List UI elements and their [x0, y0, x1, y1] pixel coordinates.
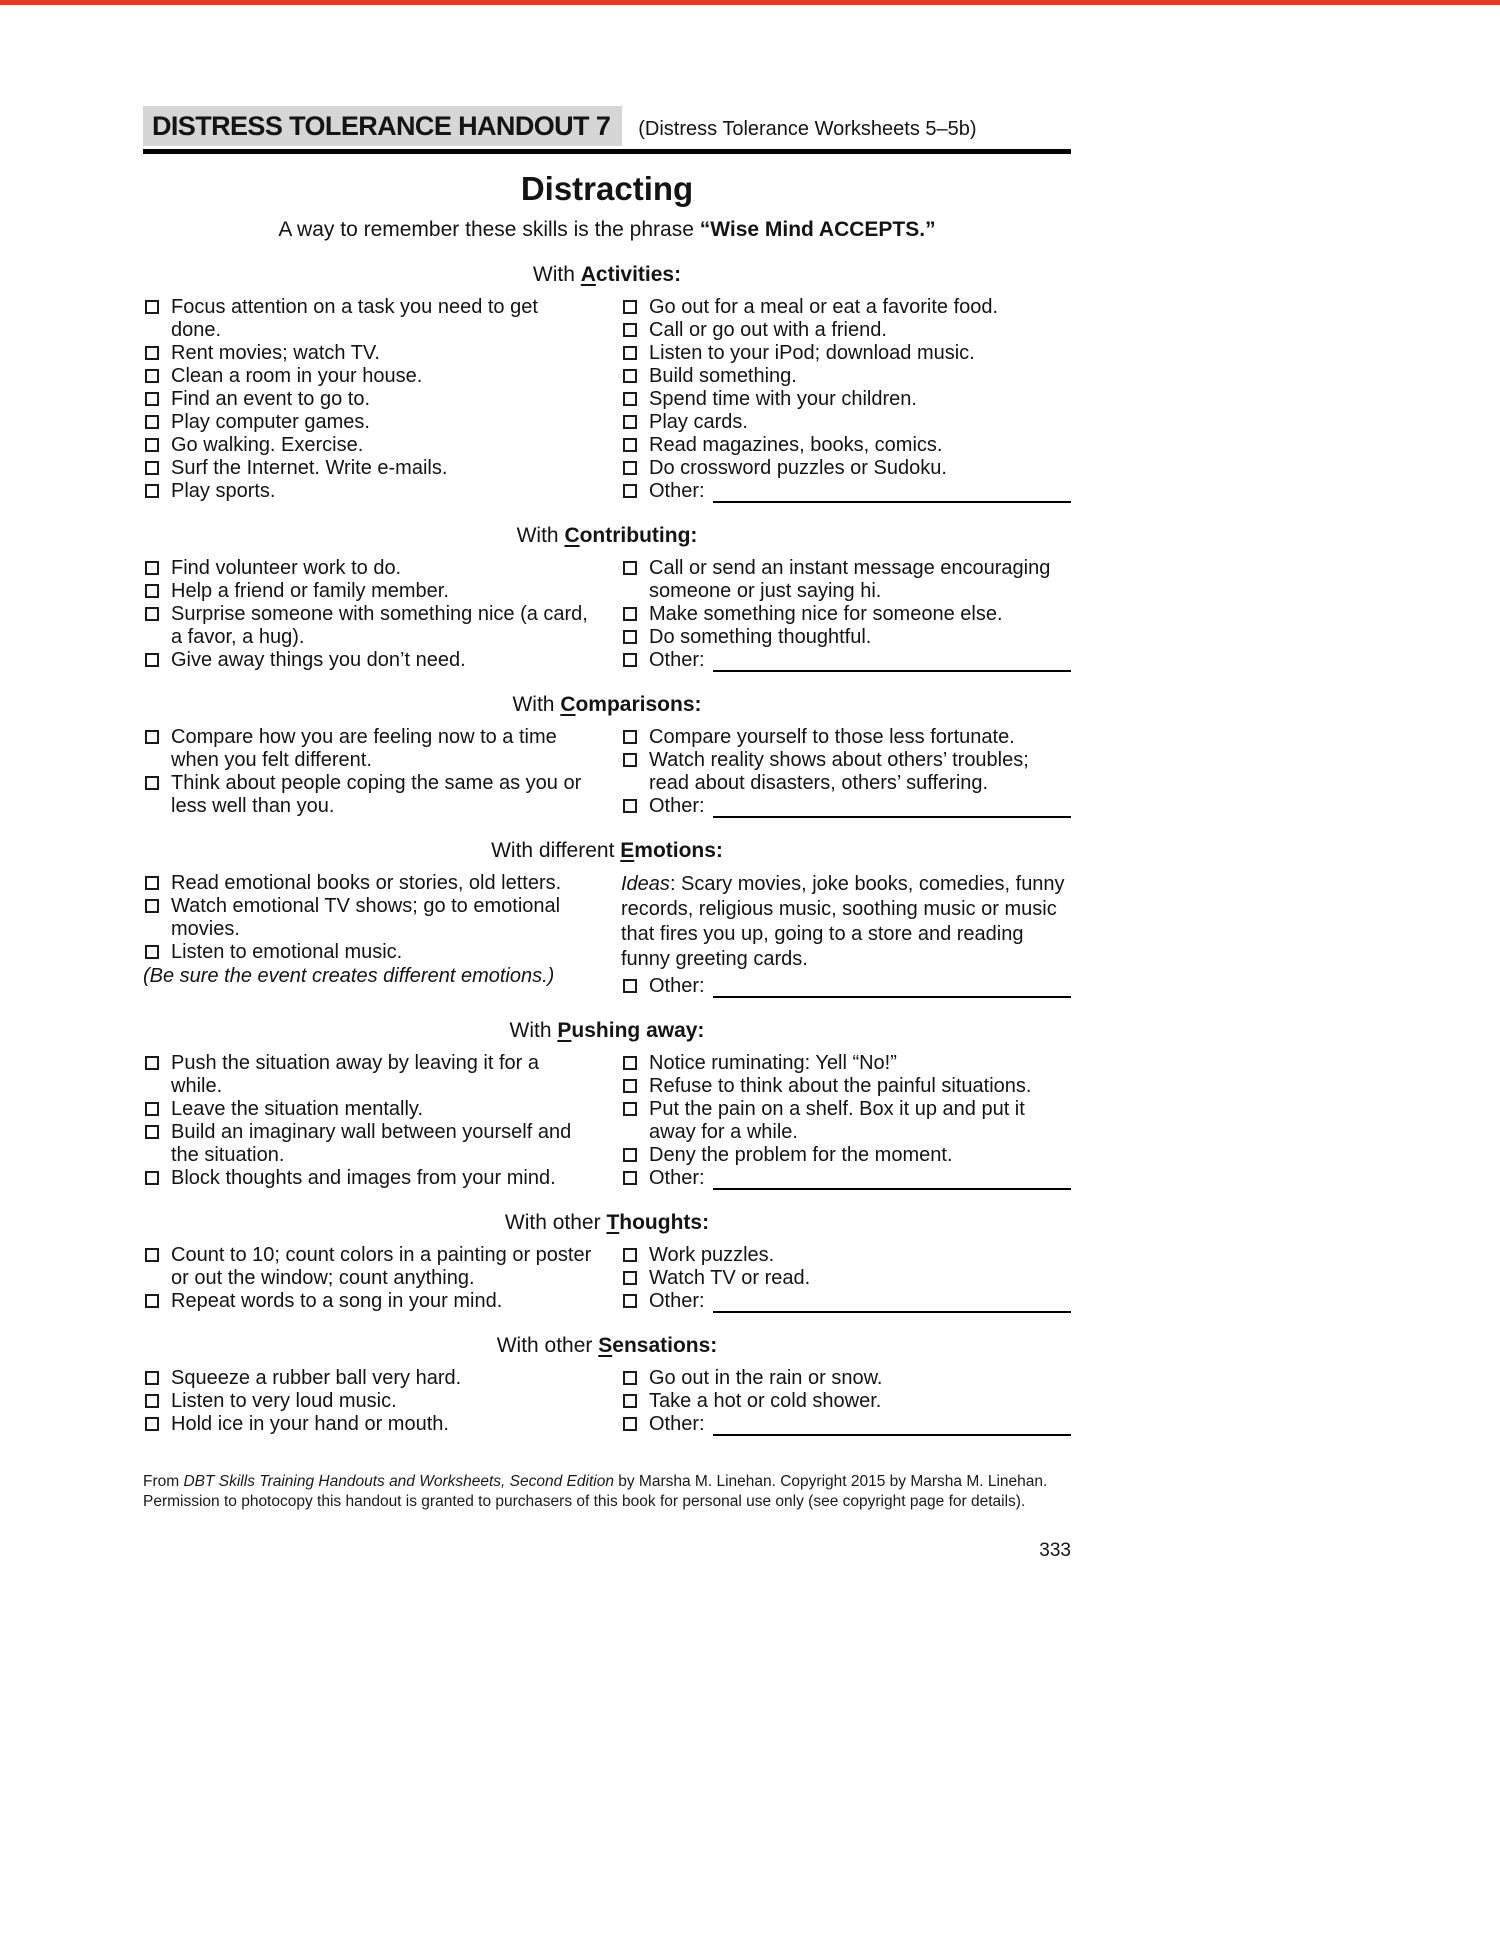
checkbox-icon[interactable] [145, 899, 159, 913]
item-text: Clean a room in your house. [171, 365, 423, 387]
heading-keyword-initial: E [620, 839, 635, 862]
section-columns [143, 726, 1071, 818]
checkbox-icon[interactable] [623, 415, 637, 429]
checklist-item [621, 457, 1071, 480]
checklist-item [143, 580, 593, 603]
sections-container [143, 263, 1071, 1436]
item-text: Play computer games. [171, 411, 370, 433]
checkbox-icon[interactable] [623, 653, 637, 667]
checklist-item [621, 726, 1071, 749]
heading-keyword-initial: P [557, 1019, 572, 1042]
item-text: Do something thoughtful. [649, 626, 872, 648]
checklist-item [621, 626, 1071, 649]
other-label: Other: [649, 795, 705, 817]
checklist-item [143, 480, 593, 503]
ideas-lead: Ideas [621, 873, 670, 895]
section-columns [143, 557, 1071, 672]
handout-label: DISTRESS TOLERANCE HANDOUT 7 [143, 106, 622, 146]
section-column-left [143, 1052, 593, 1190]
item-text: Repeat words to a song in your mind. [171, 1290, 503, 1312]
checklist-item [143, 457, 593, 480]
handout-page [143, 106, 1071, 1562]
checklist-item [143, 557, 593, 580]
checkbox-icon[interactable] [145, 369, 159, 383]
checklist-item [621, 1144, 1071, 1167]
checkbox-icon[interactable] [623, 392, 637, 406]
section-heading [143, 1019, 1071, 1043]
checkbox-icon[interactable] [623, 369, 637, 383]
heading-keyword-initial: T [606, 1211, 620, 1234]
other-label: Other: [649, 1290, 705, 1312]
other-blank-line[interactable] [713, 485, 1071, 503]
checklist-item [143, 1290, 593, 1313]
other-item [621, 1167, 1071, 1190]
other-blank-line[interactable] [713, 800, 1071, 818]
section-heading [143, 524, 1071, 548]
checklist-item [143, 1098, 593, 1121]
other-item [621, 480, 1071, 503]
book-title: DBT Skills Training Handouts and Worksheets, Second Edition [183, 1473, 614, 1490]
item-text: Count to 10; count colors in a painting or poster or out the window; count anything. [171, 1244, 592, 1289]
item-text: Find an event to go to. [171, 388, 371, 410]
checklist-item [621, 1052, 1071, 1075]
other-label: Other: [649, 480, 705, 502]
heading-keyword-initial: A [580, 263, 596, 286]
other-label: Other: [649, 1167, 705, 1189]
checklist-item [621, 1367, 1071, 1390]
other-row [649, 649, 1071, 672]
item-text: Go walking. Exercise. [171, 434, 364, 456]
checkbox-icon[interactable] [623, 1171, 637, 1185]
item-text: Block thoughts and images from your mind. [171, 1167, 556, 1189]
other-item [621, 649, 1071, 672]
heading-keyword-rest: ensations: [612, 1334, 718, 1357]
item-text: Read magazines, books, comics. [649, 434, 943, 456]
item-text: Rent movies; watch TV. [171, 342, 380, 364]
checklist-item [143, 772, 593, 818]
heading-keyword-rest: ushing away: [571, 1019, 705, 1042]
item-text: Refuse to think about the painful situations. [649, 1075, 1032, 1097]
heading-keyword [598, 1334, 717, 1357]
subtitle-plain: A way to remember these skills is the phrase [278, 218, 700, 241]
checklist-item [143, 342, 593, 365]
section-column-right [621, 872, 1071, 998]
item-text: Compare how you are feeling now to a time when you felt different. [171, 726, 557, 771]
heading-keyword-initial: C [560, 693, 576, 716]
item-text: Watch reality shows about others’ troubles; read about disasters, others’ suffering. [649, 749, 1029, 794]
checkbox-icon[interactable] [145, 1125, 159, 1139]
item-text: Watch emotional TV shows; go to emotional movies. [171, 895, 561, 940]
item-text: Go out for a meal or eat a favorite food. [649, 296, 999, 318]
section-emotions [143, 839, 1071, 998]
section-heading [143, 693, 1071, 717]
checkbox-icon[interactable] [623, 1271, 637, 1285]
checkbox-icon[interactable] [623, 323, 637, 337]
checkbox-icon[interactable] [623, 1417, 637, 1431]
item-text: Leave the situation mentally. [171, 1098, 424, 1120]
checklist-item [621, 411, 1071, 434]
footer-pre: From [143, 1473, 184, 1490]
section-column-left [143, 296, 593, 503]
checkbox-icon[interactable] [623, 630, 637, 644]
checklist-item [143, 1413, 593, 1436]
item-text: Spend time with your children. [649, 388, 917, 410]
section-comparisons [143, 693, 1071, 818]
other-label: Other: [649, 975, 705, 997]
section-columns [143, 1052, 1071, 1190]
item-text: Push the situation away by leaving it for a while. [171, 1052, 539, 1097]
worksheets-ref: (Distress Tolerance Worksheets 5–5b) [638, 118, 977, 140]
item-text: Surf the Internet. Write e-mails. [171, 457, 448, 479]
checkbox-icon[interactable] [623, 561, 637, 575]
ideas-paragraph [621, 872, 1071, 972]
checklist-item [143, 649, 593, 672]
item-text: Listen to very loud music. [171, 1390, 397, 1412]
other-blank-line[interactable] [713, 1295, 1071, 1313]
heading-prefix: With different [491, 839, 621, 862]
heading-keyword [620, 839, 723, 862]
item-text: Take a hot or cold shower. [649, 1390, 882, 1412]
heading-keyword-initial: S [598, 1334, 613, 1357]
section-column-left [143, 726, 593, 818]
checkbox-icon[interactable] [623, 730, 637, 744]
checklist-item [143, 1390, 593, 1413]
other-row [649, 975, 1071, 998]
heading-keyword-initial: C [564, 524, 580, 547]
other-row [649, 1413, 1071, 1436]
checklist-item [143, 726, 593, 772]
checkbox-icon[interactable] [623, 461, 637, 475]
checklist-item [621, 1267, 1071, 1290]
checkbox-icon[interactable] [145, 484, 159, 498]
section-column-left [143, 557, 593, 672]
checkbox-icon[interactable] [623, 799, 637, 813]
heading-keyword [560, 693, 701, 716]
checklist-item [621, 749, 1071, 795]
checkbox-icon[interactable] [145, 415, 159, 429]
item-text: Notice ruminating: Yell “No!” [649, 1052, 897, 1074]
section-activities [143, 263, 1071, 503]
checkbox-icon[interactable] [145, 1371, 159, 1385]
checklist-item [621, 365, 1071, 388]
section-column-right [621, 1052, 1071, 1190]
checklist-item [143, 1052, 593, 1098]
checkbox-icon[interactable] [145, 438, 159, 452]
item-text: Play sports. [171, 480, 276, 502]
checkbox-icon[interactable] [145, 945, 159, 959]
heading-keyword [557, 1019, 704, 1042]
checklist-item [143, 411, 593, 434]
checkbox-icon[interactable] [623, 1148, 637, 1162]
item-text: Listen to emotional music. [171, 941, 403, 963]
checkbox-icon[interactable] [623, 438, 637, 452]
heading-keyword-rest: ontributing: [579, 524, 698, 547]
item-text: Listen to your iPod; download music. [649, 342, 975, 364]
item-text: Find volunteer work to do. [171, 557, 402, 579]
section-columns [143, 1367, 1071, 1436]
section-contributing [143, 524, 1071, 672]
checkbox-icon[interactable] [145, 584, 159, 598]
section-column-left [143, 1367, 593, 1436]
page-title: Distracting [520, 170, 694, 207]
section-columns [143, 872, 1071, 998]
other-row [649, 1167, 1071, 1190]
checkbox-icon[interactable] [145, 561, 159, 575]
checklist-item [621, 319, 1071, 342]
other-row [649, 1290, 1071, 1313]
item-text: Call or go out with a friend. [649, 319, 887, 341]
footer-post: by Marsha M. Linehan. Copyright 2015 by Marsha M. Linehan. Permission to photocopy this handout is granted to purchasers of this book for personal use only (see copyright page for details). [143, 1473, 1048, 1510]
other-row [649, 480, 1071, 503]
item-text: Give away things you don’t need. [171, 649, 466, 671]
checkbox-icon[interactable] [145, 876, 159, 890]
heading-prefix: With [516, 524, 565, 547]
section-heading [143, 839, 1071, 863]
heading-keyword-rest: ctivities: [595, 263, 682, 286]
checkbox-icon[interactable] [145, 392, 159, 406]
ideas-text: : Scary movies, joke books, comedies, funny records, religious music, soothing music or music that fires you up, going to a store and reading funny greeting cards. [621, 873, 1065, 970]
checklist-item [621, 342, 1071, 365]
handout-header [143, 106, 1071, 154]
checkbox-icon[interactable] [145, 1056, 159, 1070]
checklist-item [143, 1367, 593, 1390]
other-label: Other: [649, 649, 705, 671]
checkbox-icon[interactable] [623, 1079, 637, 1093]
heading-prefix: With other [504, 1211, 607, 1234]
item-text: Build something. [649, 365, 797, 387]
checkbox-icon[interactable] [145, 346, 159, 360]
item-text: Watch TV or read. [649, 1267, 811, 1289]
other-blank-line[interactable] [713, 980, 1071, 998]
item-text: Build an imaginary wall between yourself and the situation. [171, 1121, 572, 1166]
section-thoughts [143, 1211, 1071, 1313]
item-text: Make something nice for someone else. [649, 603, 1003, 625]
checklist-item [143, 1167, 593, 1190]
checkbox-icon[interactable] [623, 1394, 637, 1408]
italic-note: (Be sure the event creates different emotions.) [143, 965, 555, 987]
heading-prefix: With [509, 1019, 558, 1042]
section-column-left [143, 1244, 593, 1313]
heading-keyword-rest: houghts: [619, 1211, 710, 1234]
other-label: Other: [649, 1413, 705, 1435]
checkbox-icon[interactable] [623, 1102, 637, 1116]
item-text: Play cards. [649, 411, 748, 433]
other-blank-line[interactable] [713, 1172, 1071, 1190]
other-blank-line[interactable] [713, 1418, 1071, 1436]
other-blank-line[interactable] [713, 654, 1071, 672]
checkbox-icon[interactable] [145, 1102, 159, 1116]
heading-prefix: With [512, 693, 561, 716]
section-column-right [621, 557, 1071, 672]
copyright-footer [143, 1472, 1071, 1512]
section-column-right [621, 1244, 1071, 1313]
heading-prefix: With [532, 263, 581, 286]
checklist-item [621, 603, 1071, 626]
checklist-item [143, 388, 593, 411]
checkbox-icon[interactable] [623, 1056, 637, 1070]
checkbox-icon[interactable] [145, 1248, 159, 1262]
section-column-right [621, 726, 1071, 818]
section-columns [143, 1244, 1071, 1313]
checkbox-icon[interactable] [623, 979, 637, 993]
section-pushing-away [143, 1019, 1071, 1190]
checklist-item [621, 1075, 1071, 1098]
checkbox-icon[interactable] [145, 1171, 159, 1185]
checklist-item [143, 872, 593, 895]
item-text: Think about people coping the same as you or less well than you. [171, 772, 582, 817]
header-row [143, 106, 1071, 146]
item-text: Read emotional books or stories, old letters. [171, 872, 562, 894]
checklist-item [621, 1098, 1071, 1144]
section-heading [143, 1211, 1071, 1235]
checklist-item [143, 1121, 593, 1167]
other-item [621, 1290, 1071, 1313]
heading-keyword-rest: omparisons: [575, 693, 702, 716]
checkbox-icon[interactable] [623, 1371, 637, 1385]
checkbox-icon[interactable] [145, 1417, 159, 1431]
section-column-right [621, 296, 1071, 503]
heading-keyword-rest: motions: [634, 839, 723, 862]
checklist-item [621, 388, 1071, 411]
section-heading [143, 1334, 1071, 1358]
checklist-item [143, 941, 593, 964]
checklist-item [621, 1390, 1071, 1413]
heading-keyword [581, 263, 681, 286]
checkbox-icon[interactable] [623, 346, 637, 360]
section-columns [143, 296, 1071, 503]
item-text: Help a friend or family member. [171, 580, 449, 602]
checkbox-icon[interactable] [623, 484, 637, 498]
checkbox-icon[interactable] [623, 607, 637, 621]
other-row [649, 795, 1071, 818]
checkbox-icon[interactable] [145, 1294, 159, 1308]
subtitle-bold: “Wise Mind ACCEPTS.” [699, 218, 936, 241]
checklist-item [143, 365, 593, 388]
checklist-item [143, 603, 593, 649]
checklist-item [621, 1244, 1071, 1267]
section-heading [143, 263, 1071, 287]
other-item [621, 975, 1071, 998]
heading-keyword [606, 1211, 709, 1234]
checkbox-icon[interactable] [145, 653, 159, 667]
checklist-item [143, 296, 593, 342]
item-text: Hold ice in your hand or mouth. [171, 1413, 449, 1435]
header-rule [143, 149, 1071, 154]
checkbox-icon[interactable] [623, 300, 637, 314]
checkbox-icon[interactable] [145, 776, 159, 790]
checkbox-icon[interactable] [623, 1294, 637, 1308]
checklist-item [621, 557, 1071, 603]
section-sensations [143, 1334, 1071, 1436]
checkbox-icon[interactable] [145, 461, 159, 475]
checklist-item [143, 434, 593, 457]
other-item [621, 795, 1071, 818]
item-text: Deny the problem for the moment. [649, 1144, 953, 1166]
checkbox-icon[interactable] [145, 607, 159, 621]
other-item [621, 1413, 1071, 1436]
heading-keyword [564, 524, 697, 547]
checkbox-icon[interactable] [145, 730, 159, 744]
checklist-item [621, 434, 1071, 457]
section-column-right [621, 1367, 1071, 1436]
item-text: Work puzzles. [649, 1244, 775, 1266]
item-text: Go out in the rain or snow. [649, 1367, 883, 1389]
checklist-item [621, 296, 1071, 319]
top-edge-line [0, 0, 1500, 5]
section-column-left [143, 872, 593, 998]
page-number: 333 [1039, 1540, 1071, 1561]
checkbox-icon[interactable] [623, 1248, 637, 1262]
item-text: Squeeze a rubber ball very hard. [171, 1367, 462, 1389]
item-text: Call or send an instant message encouraging someone or just saying hi. [649, 557, 1051, 602]
item-text: Compare yourself to those less fortunate. [649, 726, 1015, 748]
checklist-item [143, 895, 593, 941]
item-text: Focus attention on a task you need to get done. [171, 296, 538, 341]
item-text: Do crossword puzzles or Sudoku. [649, 457, 947, 479]
heading-prefix: With other [496, 1334, 599, 1357]
item-text: Put the pain on a shelf. Box it up and put it away for a while. [649, 1098, 1025, 1143]
checkbox-icon[interactable] [145, 1394, 159, 1408]
subtitle [143, 218, 1071, 242]
checkbox-icon[interactable] [623, 753, 637, 767]
checkbox-icon[interactable] [145, 300, 159, 314]
checklist-item [143, 1244, 593, 1290]
item-text: Surprise someone with something nice (a card, a favor, a hug). [171, 603, 588, 648]
